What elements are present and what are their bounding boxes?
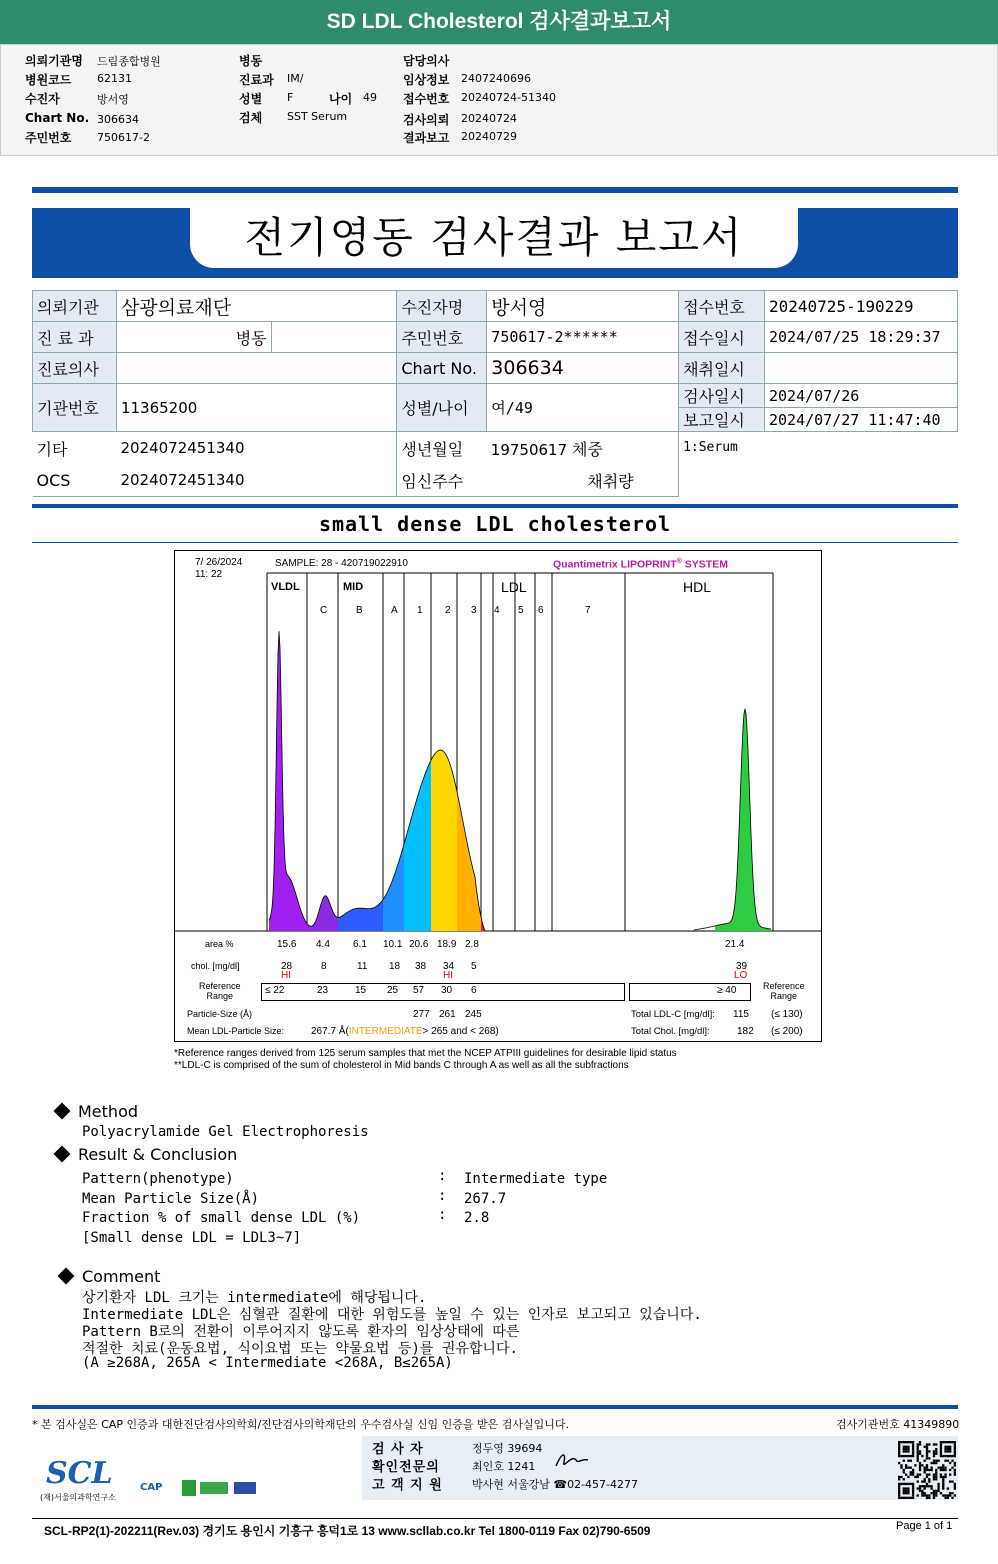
cell-key: 임신주수 — [397, 464, 487, 497]
cell-key: 보고일시 — [679, 408, 765, 432]
cell-value — [487, 432, 679, 465]
result-heading — [56, 1145, 237, 1164]
total-ldl-ref: (≤ 130) — [771, 1009, 803, 1020]
band-label: A — [391, 605, 398, 616]
cert-logo-icon — [234, 1482, 256, 1494]
cell-value — [116, 353, 396, 384]
hdr-k: 나이 — [329, 92, 353, 106]
hdr-v: 306634 — [97, 113, 139, 126]
chol-value: 38 — [415, 961, 427, 972]
band-label: 6 — [538, 605, 544, 616]
cell-value: 20240725-190229 — [765, 291, 958, 322]
curve-segment — [457, 792, 481, 931]
ref-value: 23 — [317, 985, 329, 996]
cell-key: 의뢰기관 — [33, 291, 117, 322]
chol-value: 28 — [281, 961, 293, 972]
hdr-v: 20240724-51340 — [461, 91, 556, 104]
hdr-k: 담당의사 — [403, 54, 450, 68]
ref-value: 6 — [471, 985, 477, 996]
group-label-vldl: VLDL — [271, 581, 300, 593]
birth-date: 19750617 — [490, 440, 568, 459]
hdr-k: 병동 — [239, 54, 263, 68]
chol-value: 11 — [357, 961, 368, 972]
cell-value: 11365200 — [116, 384, 396, 432]
density-curve — [269, 631, 771, 931]
method-heading-text: Method — [78, 1102, 139, 1121]
hdr-v: IM/ — [287, 72, 304, 85]
cell-value: 306634 — [487, 353, 679, 384]
curve-segment — [404, 760, 431, 931]
ref-value: ≥ 40 — [717, 985, 737, 996]
hdr-v: 방서영 — [97, 93, 129, 106]
section-title: small dense LDL cholesterol — [318, 512, 672, 536]
band-label: 7 — [585, 605, 591, 616]
ref-value: ≤ 22 — [265, 985, 285, 996]
signature-icon — [552, 1450, 592, 1472]
staff-key: 확인전문의 — [372, 1460, 440, 1475]
specimen-note: 1:Serum — [679, 432, 958, 497]
row-label-particle: Particle-Size (Å) — [187, 1009, 253, 1019]
staff-value: 최인호 1241 — [472, 1460, 536, 1473]
chol-value: 8 — [321, 961, 327, 972]
area-value: 2.8 — [465, 939, 479, 950]
row-label-ref: Reference Range — [199, 981, 241, 1001]
curve-segment — [715, 709, 771, 931]
comment-line: 상기환자 LDL 크기는 intermediate에 해당됩니다. — [82, 1290, 427, 1306]
hdr-k: 성별 — [239, 92, 263, 106]
band-label: 1 — [417, 605, 423, 616]
total-chol-label: Total Chol. [mg/dl]: — [631, 1026, 710, 1037]
hdr-v: SST Serum — [287, 110, 348, 123]
result-value: Intermediate type — [464, 1171, 608, 1187]
area-value: 20.6 — [409, 939, 429, 950]
hdr-k: 검체 — [239, 111, 263, 125]
table-row — [33, 432, 958, 465]
hdr-k: 병원코드 — [25, 73, 72, 87]
cell-value: 2024072451340 — [116, 464, 396, 497]
staff-box — [362, 1436, 958, 1500]
particle-size: 245 — [465, 1009, 482, 1020]
cell-key: 접수번호 — [679, 291, 765, 322]
comment-line: Pattern B로의 전환이 이루어지지 않도록 환자의 임상상태에 따른 — [82, 1324, 520, 1340]
brand-name: Quantimetrix LIPOPRINT — [553, 558, 677, 571]
result-key: Fraction % of small dense LDL (%) — [82, 1210, 361, 1226]
cell-value: 방서영 — [487, 291, 679, 322]
particle-size: 277 — [413, 1009, 430, 1020]
cell-value: 삼광의료재단 — [116, 291, 396, 322]
chol-value: 5 — [471, 961, 477, 972]
comment-heading-text: Comment — [82, 1267, 161, 1286]
total-ldl-value: 115 — [733, 1009, 749, 1020]
hdr-v: 2407240696 — [461, 72, 531, 85]
brand-mark: ® — [676, 558, 682, 565]
cell-empty — [271, 322, 397, 353]
total-ldl-label: Total LDL-C [mg/dl]: — [631, 1009, 715, 1020]
electrophoresis-chart — [175, 551, 821, 1041]
page-number: Page 1 of 1 — [896, 1520, 953, 1532]
flag-lo: LO — [734, 970, 748, 981]
cell-key: 진료의사 — [33, 353, 117, 384]
graph-sample: SAMPLE: 28 - 420719022910 — [275, 558, 408, 569]
mean-value: 267.7 Å — [311, 1026, 346, 1037]
result-value: 267.7 — [464, 1191, 507, 1207]
cell-key: 수진자명 — [397, 291, 487, 322]
curve-segment — [269, 631, 307, 931]
cell-value: 2024/07/26 — [765, 384, 958, 408]
staff-value: 박사현 서울강남 ☎02-457-4277 — [472, 1478, 639, 1491]
total-chol-value: 182 — [737, 1026, 754, 1037]
comment-heading — [60, 1267, 160, 1286]
band-label: 5 — [518, 605, 524, 616]
cell-key: 기타 — [36, 439, 68, 459]
staff-key: 검 사 자 — [372, 1442, 424, 1457]
mean-class: INTERMEDIATE — [348, 1026, 423, 1037]
result-colon: : — [438, 1168, 447, 1184]
hdr-v: 62131 — [97, 72, 132, 85]
table-row — [33, 322, 958, 353]
cell-key: 기관번호 — [33, 384, 117, 432]
result-heading-text: Result & Conclusion — [78, 1145, 238, 1164]
row-label-ref-right: Reference Range — [763, 981, 805, 1001]
cell-key: 생년월일 — [397, 432, 487, 465]
mean-size — [311, 1026, 499, 1037]
flag-hi: HI — [281, 970, 291, 981]
curve-segment — [431, 750, 457, 931]
comment-line: Intermediate LDL은 심혈관 질환에 대한 위험도를 높일 수 있는 인자로 보고되고 있습니다. — [82, 1307, 702, 1323]
cert-text: * 본 검사실은 CAP 인증과 대한진단검사의학회/진단검사의학재단의 우수검사실 신임 인증을 받은 검사실입니다. — [32, 1418, 570, 1431]
curve-segment — [338, 900, 383, 931]
diamond-icon — [54, 1146, 71, 1163]
row-label-chol: chol. [mg/dl] — [191, 961, 240, 971]
cell-key: Chart No. — [397, 353, 487, 384]
area-value: 4.4 — [316, 939, 330, 950]
cell-key: 진 료 과 — [33, 322, 117, 353]
graph-date: 7/ 26/2024 — [195, 557, 243, 568]
hdr-v: 드림종합병원 — [97, 55, 161, 68]
header-info — [0, 44, 998, 156]
footnote: *Reference ranges derived from 125 serum samples that met the NCEP ATPIII guidelines for desirable lipid status — [174, 1048, 677, 1059]
ref-value: 57 — [413, 985, 425, 996]
cell-value: 여/49 — [487, 384, 679, 432]
table-row — [33, 384, 958, 408]
hdr-v: 20240729 — [461, 130, 517, 143]
band-label: B — [356, 605, 363, 616]
hdr-k: 수진자 — [25, 92, 60, 106]
band-label: C — [320, 605, 328, 616]
chol-value: 39 — [736, 961, 748, 972]
chol-value: 34 — [443, 961, 455, 972]
scl-logo-sub: (재)서울의과학연구소 — [40, 1493, 116, 1502]
header-title: SD LDL Cholesterol 검사결과보고서 — [0, 0, 998, 44]
footnote: **LDL-C is comprised of the sum of cholesterol in Mid bands C through A as well as all the subfractions — [174, 1060, 629, 1071]
mean-open: ( — [345, 1026, 349, 1037]
hdr-k: 임상정보 — [403, 73, 450, 87]
graph-time: 11: 22 — [195, 569, 223, 580]
result-key: Pattern(phenotype) — [82, 1171, 234, 1187]
cell-value — [765, 353, 958, 384]
cell-value: 2024/07/25 18:29:37 — [765, 322, 958, 353]
cert-logo-icon — [200, 1482, 228, 1494]
comment-line: (A ≥268A, 265A < Intermediate <268A, B≤265A) — [82, 1355, 453, 1371]
cap-logo: CAP — [140, 1482, 163, 1493]
chol-value: 18 — [389, 961, 401, 972]
divider — [32, 1405, 958, 1409]
address: SCL-RP2(1)-202211(Rev.03) 경기도 용인시 기흥구 흥덕1로 13 www.scllab.co.kr Tel 1800-0119 Fax 02)790-6509 — [44, 1524, 651, 1538]
hdr-k: Chart No. — [25, 111, 90, 125]
table-row — [33, 353, 958, 384]
cert-logo-icon — [182, 1480, 196, 1496]
ref-value: 15 — [355, 985, 367, 996]
cell-key: 성별/나이 — [397, 384, 487, 432]
method-text: Polyacrylamide Gel Electrophoresis — [82, 1124, 369, 1140]
scl-logo: SCL — [46, 1456, 113, 1491]
area-value: 21.4 — [725, 939, 745, 950]
comment-line: 적절한 치료(운동요법, 식이요법 또는 약물요법 등)를 권유합니다. — [82, 1341, 518, 1357]
report-title: 전기영동 검사결과 보고서 — [190, 208, 798, 268]
hdr-k: 진료과 — [239, 73, 274, 87]
curve-segment — [383, 844, 404, 931]
volume-label: 채취량 — [487, 464, 679, 497]
staff-value: 정두영 39694 — [472, 1442, 543, 1455]
method-heading — [56, 1102, 138, 1121]
ref-value: 25 — [387, 985, 399, 996]
lipoprint-graph — [174, 550, 822, 1042]
cell-key: 접수일시 — [679, 322, 765, 353]
agency-number: 검사기관번호 41349890 — [836, 1418, 960, 1431]
area-value: 15.6 — [277, 939, 297, 950]
hdr-k: 의뢰기관명 — [25, 54, 83, 68]
flag-hi: HI — [443, 970, 453, 981]
result-note: [Small dense LDL = LDL3~7] — [82, 1230, 302, 1246]
particle-size: 261 — [439, 1009, 456, 1020]
band-label: 3 — [471, 605, 477, 616]
area-value: 10.1 — [383, 939, 403, 950]
row-label-area: area % — [205, 939, 234, 949]
hdr-v: 20240724 — [461, 112, 517, 125]
hdr-v: 49 — [363, 91, 377, 104]
hdr-k: 결과보고 — [403, 131, 450, 145]
cell-key: 주민번호 — [397, 322, 487, 353]
table-row — [33, 291, 958, 322]
cell-key: 채취일시 — [679, 353, 765, 384]
group-label-mid: MID — [343, 581, 364, 593]
result-colon: : — [438, 1207, 447, 1223]
divider — [32, 1518, 958, 1519]
cell-value: 750617-2****** — [487, 322, 679, 353]
hdr-k: 주민번호 — [25, 131, 72, 145]
cell-key: 검사일시 — [679, 384, 765, 408]
mean-rule: > 265 and < 268) — [422, 1026, 499, 1037]
area-value: 18.9 — [437, 939, 457, 950]
group-label-hdl: HDL — [683, 579, 712, 595]
row-label-mean: Mean LDL-Particle Size: — [187, 1026, 285, 1036]
divider — [32, 187, 958, 193]
total-chol-ref: (≤ 200) — [771, 1026, 803, 1037]
brand-system: SYSTEM — [684, 558, 728, 571]
qr-code-icon — [898, 1441, 956, 1499]
diamond-icon — [58, 1268, 75, 1285]
group-label-ldl: LDL — [501, 579, 527, 595]
band-label: 4 — [494, 605, 500, 616]
result-key: Mean Particle Size(Å) — [82, 1191, 260, 1207]
cell-value: 병동 — [116, 322, 271, 353]
ref-value: 30 — [441, 985, 453, 996]
hdr-v: F — [287, 91, 294, 104]
patient-info-table — [32, 290, 958, 497]
hdr-v: 750617-2 — [97, 131, 150, 144]
cell-key: OCS — [33, 464, 117, 497]
band-label: 2 — [445, 605, 451, 616]
hdr-k: 접수번호 — [403, 92, 450, 106]
result-value: 2.8 — [464, 1210, 490, 1226]
divider — [32, 504, 958, 508]
cell-value: 2024/07/27 11:47:40 — [765, 408, 958, 432]
area-value: 6.1 — [353, 939, 367, 950]
hdr-k: 검사의뢰 — [403, 113, 450, 127]
result-colon: : — [438, 1188, 447, 1204]
cell-value: 2024072451340 — [120, 439, 245, 457]
diamond-icon — [54, 1103, 71, 1120]
staff-key: 고 객 지 원 — [372, 1478, 443, 1493]
weight-label: 체중 — [571, 439, 603, 459]
divider — [32, 542, 958, 543]
